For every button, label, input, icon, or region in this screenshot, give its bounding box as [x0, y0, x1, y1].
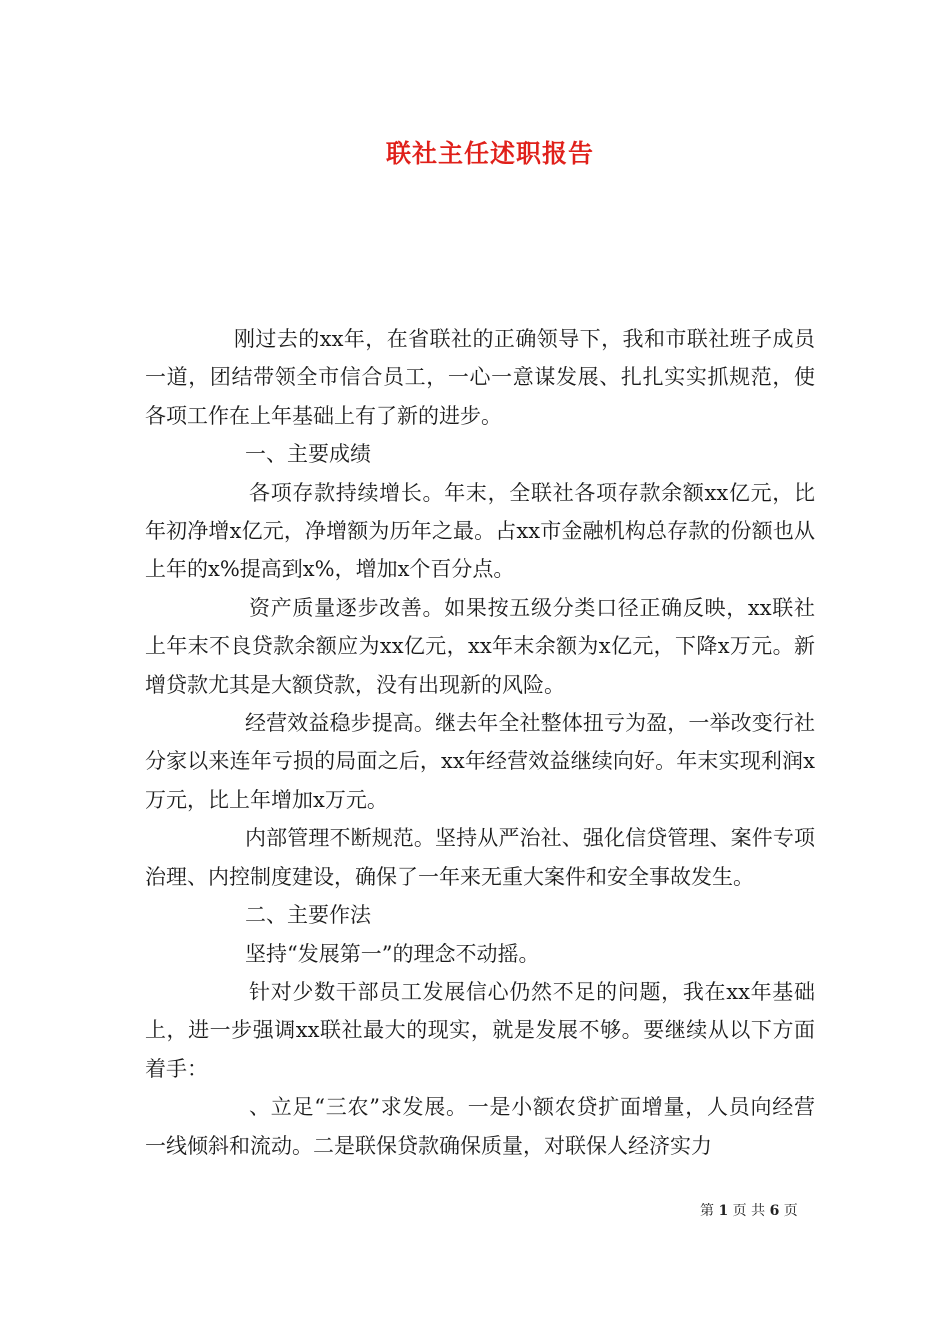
page-number-footer: [700, 1200, 798, 1220]
footer-prefix: 第: [700, 1203, 714, 1219]
footer-suffix: 页: [783, 1203, 798, 1219]
section-heading-methods: 二、主要作法: [245, 903, 371, 928]
paragraph-deposits: 各项存款持续增长。年末，全联社各项存款余额xx亿元，比年初净增x亿元，净增额为历年之最。占xx市金融机构总存款的份额也从上年的x%提高到x%，增加x个百分点。: [145, 480, 815, 582]
paragraph-intro: 刚过去的xx年，在省联社的正确领导下，我和市联社班子成员一道，团结带领全市信合员工，一心一意谋发展、扎扎实实抓规范，使各项工作在上年基础上有了新的进步。: [145, 327, 815, 428]
section-heading-achievements: 一、主要成绩: [245, 442, 371, 467]
paragraph-efficiency: 经营效益稳步提高。继去年全社整体扭亏为盈，一举改变行社分家以来连年亏损的局面之后，xx年经营效益继续向好。年末实现利润x万元，比上年增加x万元。: [145, 711, 815, 812]
paragraph-management: 内部管理不断规范。坚持从严治社、强化信贷管理、案件专项治理、内控制度建设，确保了一年来无重大案件和安全事故发生。: [145, 826, 815, 889]
paragraph-asset-quality: 资产质量逐步改善。如果按五级分类口径正确反映，xx联社上年末不良贷款余额应为xx亿元，xx年末余额为x亿元，下降x万元。新增贷款尤其是大额贷款，没有出现新的风险。: [145, 595, 815, 697]
footer-middle: 页 共: [732, 1203, 766, 1219]
document-body: [145, 320, 815, 1165]
footer-current-page: 1: [718, 1203, 729, 1219]
document-title: 联社主任述职报告: [385, 139, 594, 168]
footer-total-pages: 6: [769, 1203, 780, 1219]
paragraph-confidence: 针对少数干部员工发展信心仍然不足的问题，我在xx年基础上，进一步强调xx联社最大的现实，就是发展不够。要继续从以下方面着手：: [145, 979, 815, 1081]
paragraph-principle: 坚持“发展第一”的理念不动摇。: [245, 941, 540, 966]
paragraph-sannong: 、立足“三农”求发展。一是小额农贷扩面增量，人员向经营一线倾斜和流动。二是联保贷款确保质量，对联保人经济实力: [145, 1095, 815, 1158]
